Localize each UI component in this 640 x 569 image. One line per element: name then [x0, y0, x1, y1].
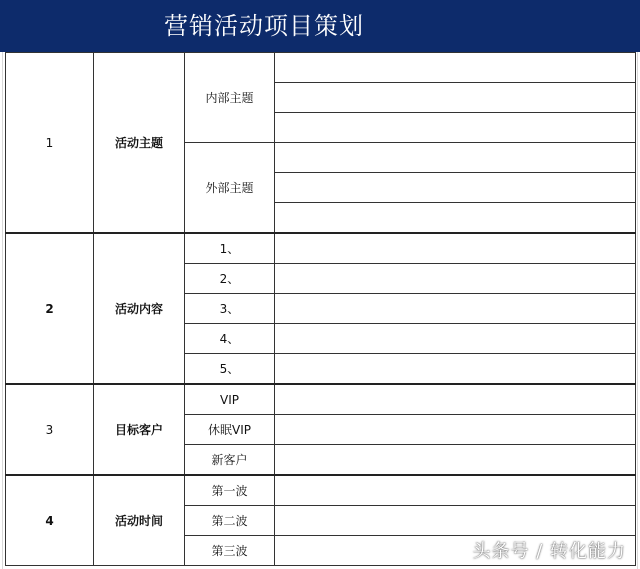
external-theme-label[interactable]: 外部主题 [185, 143, 275, 234]
content-cell[interactable] [275, 83, 636, 113]
plan-table [5, 52, 636, 566]
content-cell[interactable] [275, 173, 636, 203]
sheet-gridline-left [2, 52, 3, 569]
section-4-name[interactable]: 活动时间 [94, 475, 185, 566]
table-row [6, 475, 636, 506]
section-1-name[interactable]: 活动主题 [94, 53, 185, 234]
content-cell[interactable] [275, 294, 636, 324]
wave-label[interactable]: 第一波 [185, 475, 275, 506]
wave-label[interactable]: 第三波 [185, 536, 275, 566]
section-2-number[interactable]: 2 [6, 233, 94, 384]
content-cell[interactable] [275, 203, 636, 234]
content-item-label[interactable]: 3、 [185, 294, 275, 324]
content-cell[interactable] [275, 506, 636, 536]
wave-label[interactable]: 第二波 [185, 506, 275, 536]
page-title: 营销活动项目策划 [164, 12, 364, 40]
content-cell[interactable] [275, 143, 636, 173]
content-cell[interactable] [275, 113, 636, 143]
sheet-gridline-right [637, 52, 638, 569]
content-cell[interactable] [275, 384, 636, 415]
section-2-name[interactable]: 活动内容 [94, 233, 185, 384]
content-item-label[interactable]: 2、 [185, 264, 275, 294]
content-cell[interactable] [275, 415, 636, 445]
title-bar [0, 0, 640, 52]
table-row [6, 384, 636, 415]
customer-type-label[interactable]: 新客户 [185, 445, 275, 476]
content-item-label[interactable]: 1、 [185, 233, 275, 264]
content-cell[interactable] [275, 264, 636, 294]
internal-theme-label[interactable]: 内部主题 [185, 53, 275, 143]
content-cell[interactable] [275, 324, 636, 354]
section-3-number[interactable]: 3 [6, 384, 94, 475]
content-cell[interactable] [275, 233, 636, 264]
table-row [6, 53, 636, 83]
watermark-text: 头条号 / 转化能力 [472, 541, 626, 562]
section-3-name[interactable]: 目标客户 [94, 384, 185, 475]
content-item-label[interactable]: 5、 [185, 354, 275, 385]
content-cell[interactable] [275, 53, 636, 83]
table-row [6, 233, 636, 264]
content-item-label[interactable]: 4、 [185, 324, 275, 354]
content-cell[interactable] [275, 445, 636, 476]
content-cell[interactable] [275, 354, 636, 385]
section-1-number[interactable]: 1 [6, 53, 94, 234]
customer-type-label[interactable]: VIP [185, 384, 275, 415]
section-4-number[interactable]: 4 [6, 475, 94, 566]
content-cell[interactable] [275, 475, 636, 506]
customer-type-label[interactable]: 休眠VIP [185, 415, 275, 445]
